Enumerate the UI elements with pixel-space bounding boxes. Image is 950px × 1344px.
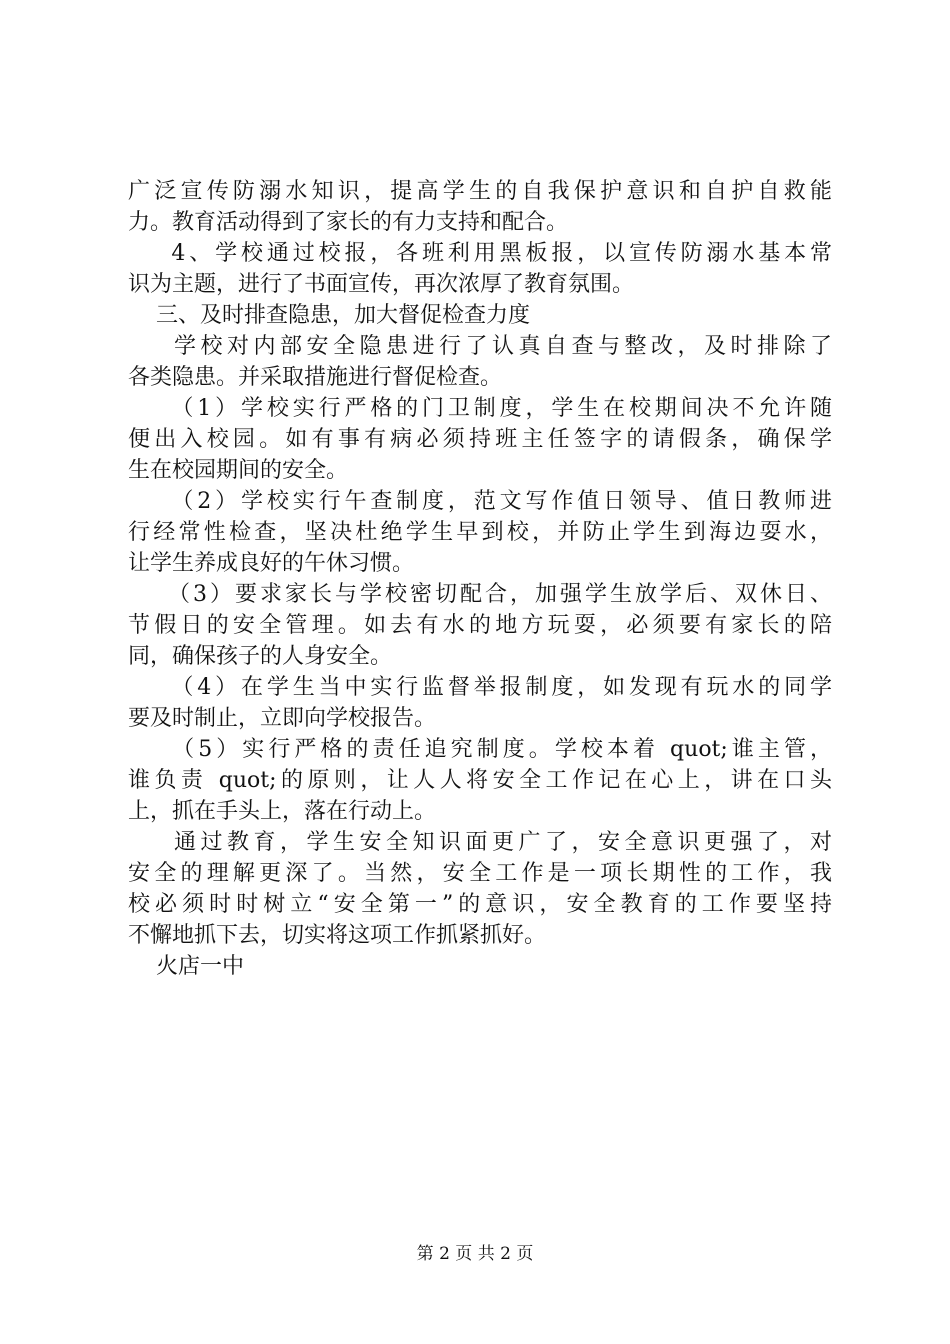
document-line: 学校对内部安全隐患进行了认真自查与整改，及时排除了: [128, 334, 832, 359]
document-line: 节假日的安全管理。如去有水的地方玩耍，必须要有家长的陪: [128, 613, 832, 638]
document-line: （1）学校实行严格的门卫制度，学生在校期间决不允许随: [128, 396, 832, 421]
document-line: 各类隐患。并采取措施进行督促检查。: [128, 365, 503, 390]
page-footer: 第 2 页 共 2 页: [416, 1244, 534, 1264]
document-line: （3）要求家长与学校密切配合，加强学生放学后、双休日、: [128, 582, 832, 607]
document-line: 行经常性检查，坚决杜绝学生早到校，并防止学生到海边耍水，: [128, 520, 832, 545]
document-line: 生在校园期间的安全。: [128, 458, 349, 483]
document-line: （2）学校实行午查制度，范文写作值日领导、值日教师进: [128, 489, 832, 514]
document-line: 谁负责 quot;的原则，让人人将安全工作记在心上，讲在口头: [128, 768, 832, 793]
document-line: 同，确保孩子的人身安全。: [128, 644, 393, 669]
document-line: 通过教育，学生安全知识面更广了，安全意识更强了，对: [128, 830, 832, 855]
document-line: 校必须时时树立“安全第一”的意识，安全教育的工作要坚持: [128, 892, 832, 917]
document-line: 广泛宣传防溺水知识，提高学生的自我保护意识和自护自救能: [128, 179, 832, 204]
document-line: 4、学校通过校报，各班利用黑板报，以宣传防溺水基本常: [128, 241, 832, 266]
document-line: 要及时制止，立即向学校报告。: [128, 706, 437, 731]
document-line: 力。教育活动得到了家长的有力支持和配合。: [128, 210, 569, 235]
document-line: 让学生养成良好的午休习惯。: [128, 551, 415, 576]
document-line: （4）在学生当中实行监督举报制度，如发现有玩水的同学: [128, 675, 832, 700]
document-line: 不懈地抓下去，切实将这项工作抓紧抓好。: [128, 923, 547, 948]
document-line: （5）实行严格的责任追究制度。学校本着 quot;谁主管，: [128, 737, 832, 762]
document-line: 安全的理解更深了。当然，安全工作是一项长期性的工作，我: [128, 861, 832, 886]
document-line: 火店一中: [128, 954, 244, 979]
document-line: 便出入校园。如有事有病必须持班主任签字的请假条，确保学: [128, 427, 832, 452]
document-line: 识为主题，进行了书面宣传，再次浓厚了教育氛围。: [128, 272, 635, 297]
document-line: 三、及时排查隐患，加大督促检查力度: [128, 303, 530, 328]
document-line: 上，抓在手头上，落在行动上。: [128, 799, 437, 824]
document-body: [128, 176, 832, 982]
